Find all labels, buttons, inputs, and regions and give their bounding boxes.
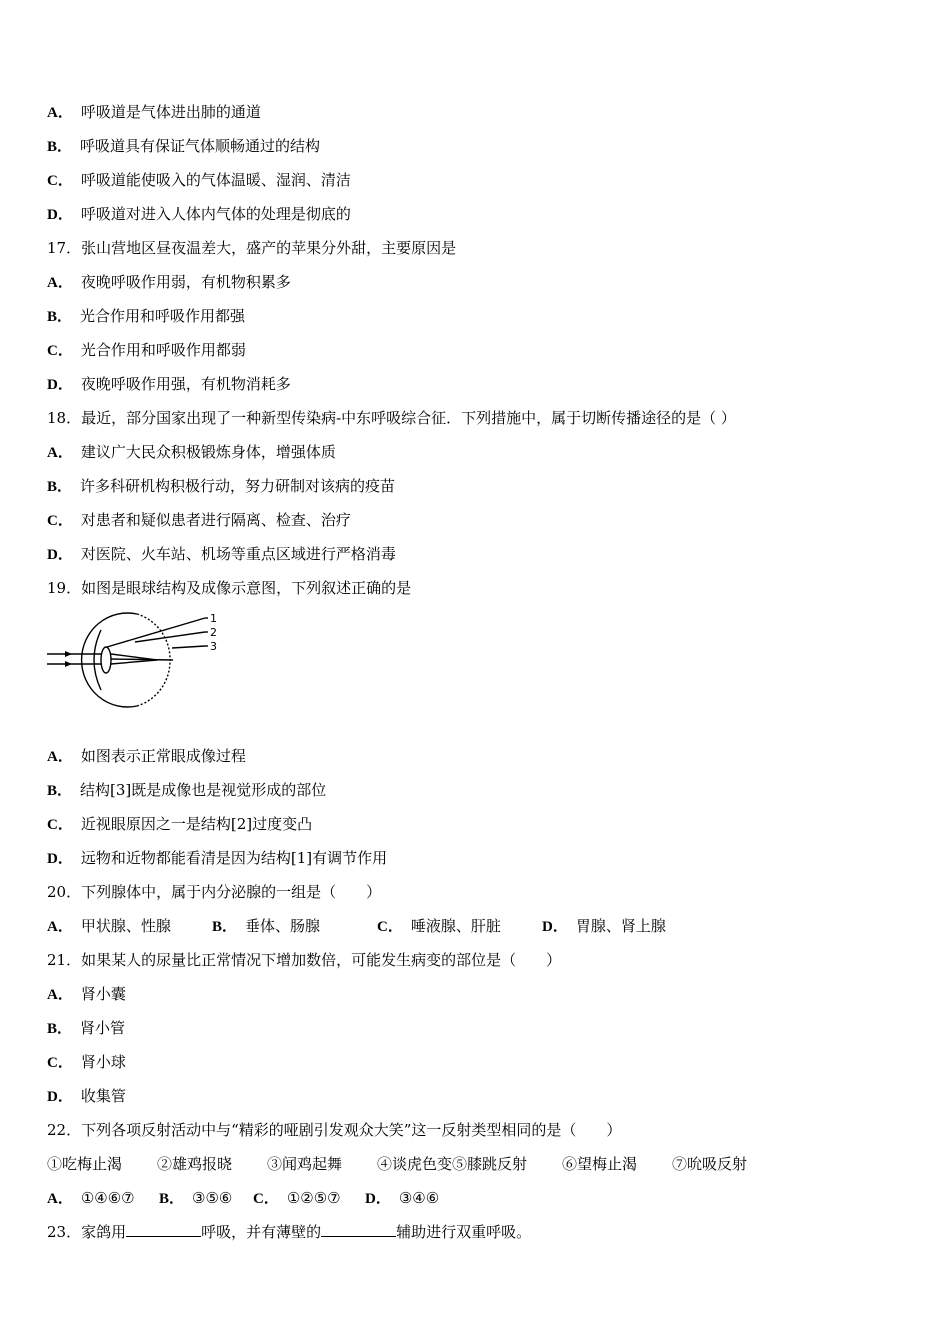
leader-line-3 [172,646,205,648]
q19-option-c: C． 近视眼原因之一是结构[2]过度变凸 [47,815,313,833]
q16-option-d: D． 呼吸道对进入人体内气体的处理是彻底的 [47,205,351,223]
q21-option-a: A． 肾小囊 [47,985,126,1003]
q17-option-b: B． 光合作用和呼吸作用都强 [47,307,246,325]
q22-option-c: C． ①②⑤⑦ [253,1189,341,1207]
q18-option-c: C． 对患者和疑似患者进行隔离、检查、治疗 [47,511,351,529]
q20-options-row [47,916,666,937]
q17-option-c: C． 光合作用和呼吸作用都弱 [47,341,246,359]
q22-option-d: D． ③④⑥ [365,1189,440,1207]
q21-option-c: C． 肾小球 [47,1053,126,1071]
q16-option-c: C． 呼吸道能使吸入的气体温暖、湿润、清洁 [47,171,351,189]
q17-option-d: D． 夜晚呼吸作用强，有机物消耗多 [47,375,291,393]
leader-line-1 [107,618,205,647]
lens [101,647,111,673]
q16-option-b: B． 呼吸道具有保证气体顺畅通过的结构 [47,137,321,155]
q22-option-a: A． ①④⑥⑦ [47,1189,135,1207]
q22-items-row [47,1154,747,1174]
q22-options-row [47,1188,439,1209]
q19-option-d: D． 远物和近物都能看清是因为结构[1]有调节作用 [47,849,388,867]
q18-option-d: D． 对医院、火车站、机场等重点区域进行严格消毒 [47,545,396,563]
q20-stem: 20．下列腺体中，属于内分泌腺的一组是（ ） [47,883,382,901]
q22-stem: 22．下列各项反射活动中与“精彩的哑剧引发观众大笑”这一反射类型相同的是（ ） [47,1121,622,1139]
q22-item: ②雄鸡报晓 [157,1155,233,1173]
arrow-icon [65,651,72,657]
q22-option-b: B． ③⑤⑥ [159,1189,233,1207]
q20-option-b: B． 垂体、肠腺 [212,917,321,935]
q18-stem: 18．最近，部分国家出现了一种新型传染病-中东呼吸综合征．下列措施中，属于切断传播途径的是（ ） [47,409,736,427]
q17-stem: 17．张山营地区昼夜温差大，盛产的苹果分外甜，主要原因是 [47,239,457,257]
q17-option-a: A． 夜晚呼吸作用弱，有机物积累多 [47,273,291,291]
q23-stem: 23．家鸽用 呼吸，并有薄壁的 辅助进行双重呼吸。 [47,1223,532,1241]
q18-option-b: B． 许多科研机构积极行动，努力研制对该病的疫苗 [47,477,396,495]
figure-label-1: 1 [210,612,217,625]
leader-line-2 [135,632,205,642]
q22-item: ④谈虎色变⑤膝跳反射 [377,1155,528,1173]
q19-option-a: A． 如图表示正常眼成像过程 [47,747,246,765]
q18-option-a: A． 建议广大民众积极锻炼身体，增强体质 [47,443,336,461]
eyeball-outline [82,613,137,707]
q20-option-a: A． 甲状腺、性腺 [47,917,171,935]
q20-option-d: D． 胃腺、肾上腺 [542,917,666,935]
answer-blank-2[interactable] [321,1222,396,1237]
q22-item: ⑦吮吸反射 [672,1155,748,1173]
q16-option-a: A． 呼吸道是气体进出肺的通道 [47,103,261,121]
q22-item: ⑥望梅止渴 [562,1155,638,1173]
arrow-icon [65,661,72,667]
answer-blank-1[interactable] [126,1222,201,1237]
q19-option-b: B． 结构[3]既是成像也是视觉形成的部位 [47,781,327,799]
q22-item: ③闻鸡起舞 [267,1155,343,1173]
q20-option-c: C． 唾液腺、肝脏 [377,917,501,935]
figure-label-3: 3 [210,640,217,653]
cornea [94,630,101,690]
q19-stem: 19．如图是眼球结构及成像示意图，下列叙述正确的是 [47,579,412,597]
q21-option-d: D． 收集管 [47,1087,126,1105]
eyeball-diagram [45,606,225,711]
q22-item: ①吃梅止渴 [47,1155,123,1173]
q21-stem: 21．如果某人的尿量比正常情况下增加数倍，可能发生病变的部位是（ ） [47,951,562,969]
q21-option-b: B． 肾小管 [47,1019,126,1037]
figure-label-2: 2 [210,626,217,639]
